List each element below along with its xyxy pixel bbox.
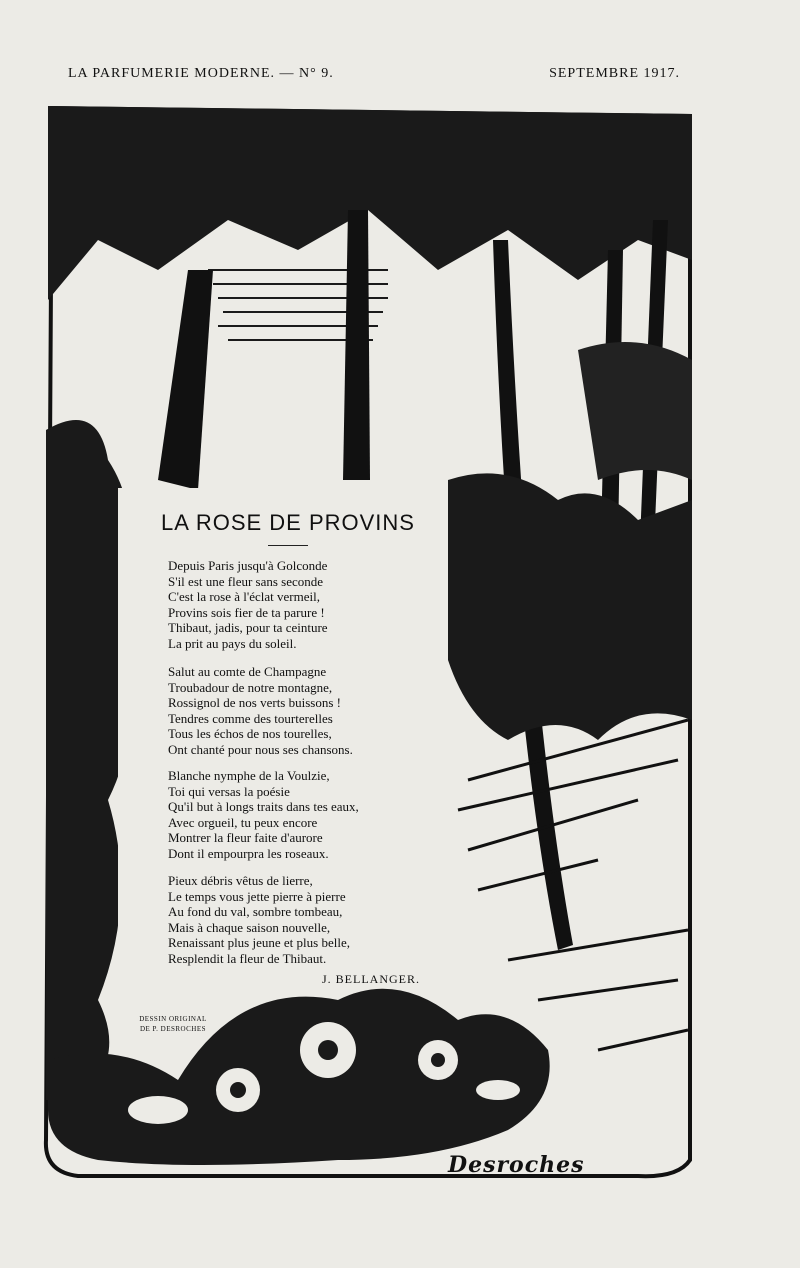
poem-line: Blanche nymphe de la Voulzie, bbox=[168, 768, 330, 783]
page-header bbox=[68, 66, 680, 88]
poem-line: Dont il empourpra les roseaux. bbox=[168, 845, 329, 861]
credit-line-1: DESSIN ORIGINAL bbox=[139, 1015, 207, 1023]
stanza-4 bbox=[168, 873, 438, 966]
poem-line: Resplendit la fleur de Thibaut. bbox=[168, 950, 327, 966]
artist-signature: Desroches bbox=[448, 1152, 585, 1178]
issue-date: SEPTEMBRE 1917. bbox=[549, 66, 680, 81]
poem-line: Depuis Paris jusqu'à Golconde bbox=[168, 558, 328, 573]
stanza-3 bbox=[168, 768, 438, 861]
poem-line: Tendres comme des tourterelles bbox=[168, 710, 333, 726]
poem-line: Provins sois fier de ta parure ! bbox=[168, 604, 325, 620]
poem-line: Renaissant plus jeune et plus belle, bbox=[168, 935, 350, 950]
poem-line: Salut au comte de Champagne bbox=[168, 664, 327, 679]
poem-line: Avec orgueil, tu peux encore bbox=[168, 814, 318, 830]
poem-line: Rossignol de nos verts buissons ! bbox=[168, 695, 341, 710]
poem-line: Troubadour de notre montagne, bbox=[168, 679, 333, 695]
title-divider bbox=[268, 545, 308, 546]
illustration-credit bbox=[128, 1014, 218, 1034]
poem-line: Pieux débris vêtus de lierre, bbox=[168, 873, 313, 888]
poem-author: J. BELLANGER. bbox=[322, 972, 420, 986]
poem-line: Thibaut, jadis, pour ta ceinture bbox=[168, 620, 328, 635]
poem-line: S'il est une fleur sans seconde bbox=[168, 573, 324, 589]
poem-line: La prit au pays du soleil. bbox=[168, 635, 297, 651]
journal-title: LA PARFUMERIE MODERNE. — N° 9. bbox=[68, 66, 334, 81]
poem-line: Toi qui versas la poésie bbox=[168, 783, 290, 799]
poem-line: Qu'il but à longs traits dans tes eaux, bbox=[168, 799, 359, 814]
poem-line: C'est la rose à l'éclat vermeil, bbox=[168, 589, 320, 604]
stanza-2 bbox=[168, 664, 438, 757]
poem-title: LA ROSE DE PROVINS bbox=[161, 510, 415, 535]
poem-line: Tous les échos de nos tourelles, bbox=[168, 726, 332, 741]
poem-line: Montrer la fleur faite d'aurore bbox=[168, 830, 323, 845]
poem-line: Ont chanté pour nous ses chansons. bbox=[168, 741, 353, 757]
poem-line: Au fond du val, sombre tombeau, bbox=[168, 904, 343, 919]
credit-line-2: DE P. DESROCHES bbox=[139, 1025, 207, 1033]
poem-line: Le temps vous jette pierre à pierre bbox=[168, 888, 346, 904]
stanza-1 bbox=[168, 558, 438, 651]
poem-line: Mais à chaque saison nouvelle, bbox=[168, 919, 331, 935]
